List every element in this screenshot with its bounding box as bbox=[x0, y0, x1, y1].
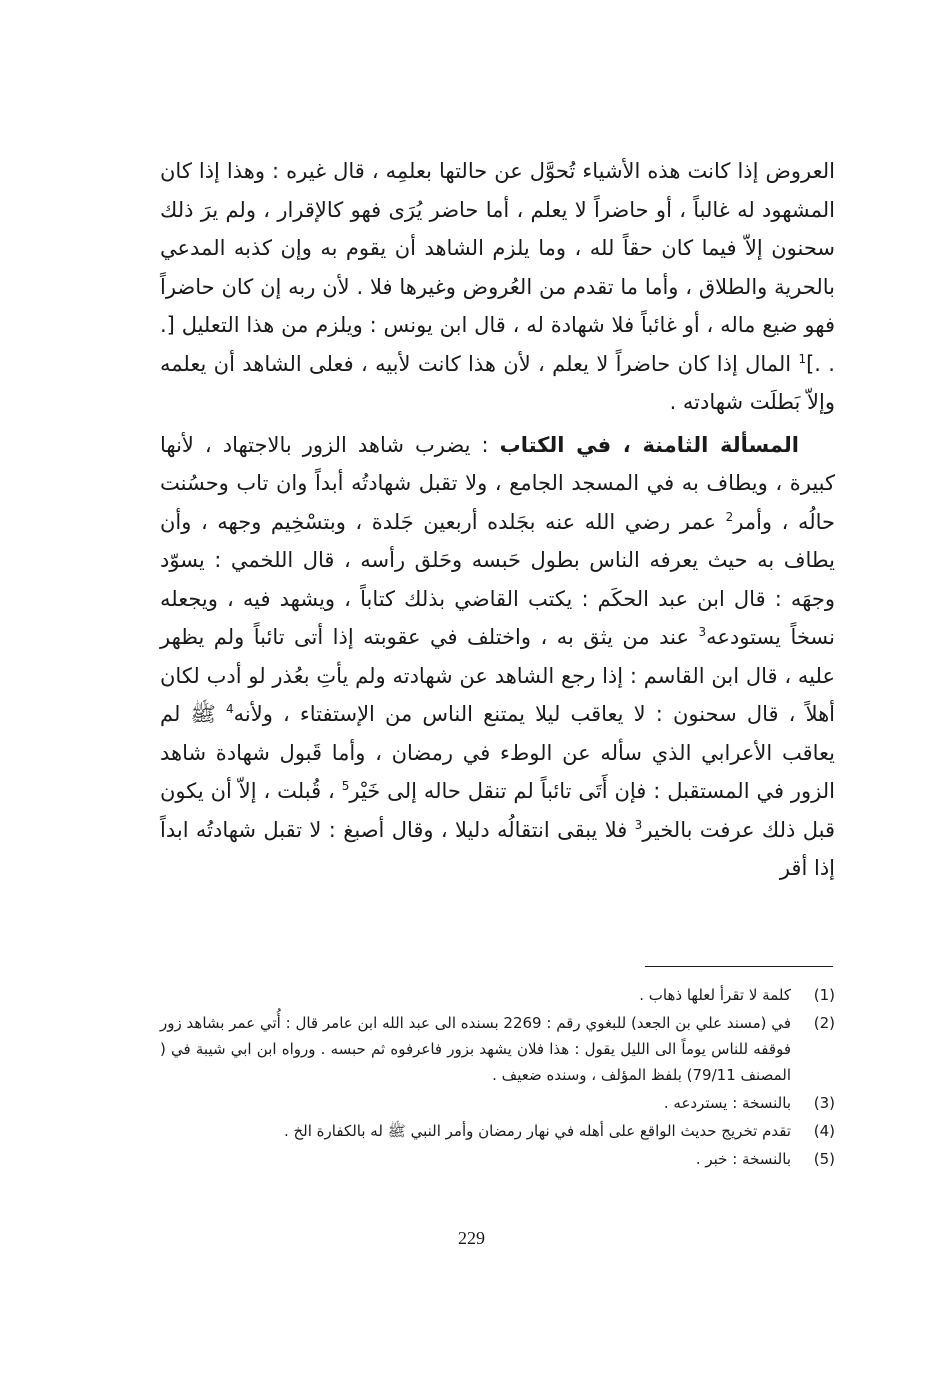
footnote-text: كلمة لا تقرأ لعلها ذهاب . bbox=[639, 986, 791, 1004]
footnote-text: بالنسخة : خبر . bbox=[695, 1150, 791, 1168]
footnotes bbox=[160, 982, 835, 1174]
text-run: : يضرب شاهد الزور بالاجتهاد ، لأنها كبيرة ، ويطاف به في المسجد الجامع ، ولا تقبل شهادتُه أبداً وان تاب وحسُنت حالُه ، وأمر bbox=[160, 432, 835, 534]
footnote-number: (5) bbox=[813, 1150, 835, 1168]
paragraph-2 bbox=[160, 426, 835, 888]
text-line: المال إذا كان حاضراً لا يعلم ، لأن هذا كانت لأبيه ، فعلى bbox=[309, 351, 799, 376]
text-line: سحنون إلاّ فيما كان حقاً لله ، وما يلزم الشاهد أن يقوم به وإن كذبه المدعي bbox=[160, 236, 835, 260]
text-line: الشاهد أن يعلمه وإلاّ بَطلَت شهادته . bbox=[160, 351, 835, 414]
paragraph-1 bbox=[160, 152, 835, 422]
footnote-divider bbox=[645, 966, 833, 967]
footnote-text: تقدم تخريج حديث الواقع على أهله في نهار رمضان وأمر النبي ﷺ له بالكفارة الخ . bbox=[283, 1122, 791, 1140]
footnote-item bbox=[160, 1090, 835, 1116]
text-line: بالحرية والطلاق ، وأما ما تقدم من العُروض وغيرها فلا . لأن ربه إن كان حاضراً bbox=[160, 274, 835, 299]
section-heading: المسألة الثامنة ، في الكتاب bbox=[499, 432, 799, 457]
footnote-ref: 3 bbox=[698, 625, 707, 639]
footnote-ref: 2 bbox=[725, 509, 734, 524]
text-line: التعليل [. . .] bbox=[160, 313, 835, 376]
text-run: عمر رضي الله عنه بجَلده أربعين جَلدة ، وبتسْخِيم وجهه ، وأن يطاف به حيث يعرفه الناس بطول حَبسه وحَلق رأسه ، قال اللخمي : يسوّد وجهَه : قال ابن عبد الحكَم : يكتب القاضي بذلك كتاباً ، ويشهد فيه ، ويجعله نسخاً يستودعه bbox=[160, 509, 835, 649]
text-line: المشهود له غالباً ، أو حاضراً لا يعلم ، أما حاضر يُرَى فهو كالإقرار ، ولم يرَ ذلك bbox=[160, 197, 835, 222]
footnote-text: في (مسند علي بن الجعد) للبغوي رقم : 2269 بسنده الى عبد الله ابن عامر قال : أُتي عمر بشاهد زور فوقفه للناس يوماً الى الليل يقول : هذا فلان يشهد بزور فاعرفوه ثم حبسه . ورواه ابن ابي شيبة في ( المصنف 79/11) بلفظ المؤلف ، وسنده ضعيف . bbox=[160, 1014, 791, 1084]
footnote-number: (1) bbox=[813, 986, 835, 1004]
main-text bbox=[160, 152, 835, 888]
footnote-ref: 4 bbox=[226, 702, 234, 716]
text-line: العروض إذا كانت هذه الأشياء تُحوَّل عن حالتها بعلمِه ، قال غيره : وهذا إذا كان bbox=[160, 159, 835, 183]
footnote-item bbox=[160, 982, 835, 1008]
footnote-number: (4) bbox=[813, 1122, 835, 1140]
footnote-number: (2) bbox=[813, 1014, 835, 1032]
footnote-item bbox=[160, 1010, 835, 1088]
text-line: فهو ضيع ماله ، أو غائباً فلا شهادة له ، قال ابن يونس : ويلزم من هذا bbox=[246, 313, 835, 337]
footnote-ref: 1 bbox=[798, 351, 807, 366]
footnote-item bbox=[160, 1146, 835, 1172]
page-number: 229 bbox=[458, 1228, 485, 1248]
text-run: ، قُبلت ، إلاّ أن يكون قبل ذلك عرفت بالخير bbox=[160, 779, 836, 842]
footnote-number: (3) bbox=[813, 1094, 835, 1112]
text-run: ﷺ لم يعاقب الأعرابي الذي سأله عن الوطء في رمضان ، وأما قَبول شهادة شاهد الزور في المستقبل : فإن أَتَى تائباً لم تنقل حاله إلى خَيْر bbox=[160, 702, 835, 803]
footnote-ref: 5 bbox=[341, 779, 350, 793]
text-run: فلا يبقى انتقالُه دليلا ، وقال أصبغ : لا تقبل شهادتُه ابداً إذا أقر bbox=[160, 817, 835, 880]
text-run: عند من يثق به ، واختلف في عقوبته إذا أتى تائباً ولم يظهر عليه ، قال ابن القاسم : إذا رجع الشاهد عن شهادته ولم يأتِ بعُذر لو أدب لكان أهلاً ، قال سحنون : لا يعاقب ليلا يمتنع الناس من الإستفتاء ، ولأنه bbox=[160, 625, 836, 726]
footnote-ref: 3 bbox=[634, 817, 643, 832]
footnote-item bbox=[160, 1118, 835, 1144]
footnote-text: بالنسخة : يستردعه . bbox=[663, 1094, 791, 1112]
